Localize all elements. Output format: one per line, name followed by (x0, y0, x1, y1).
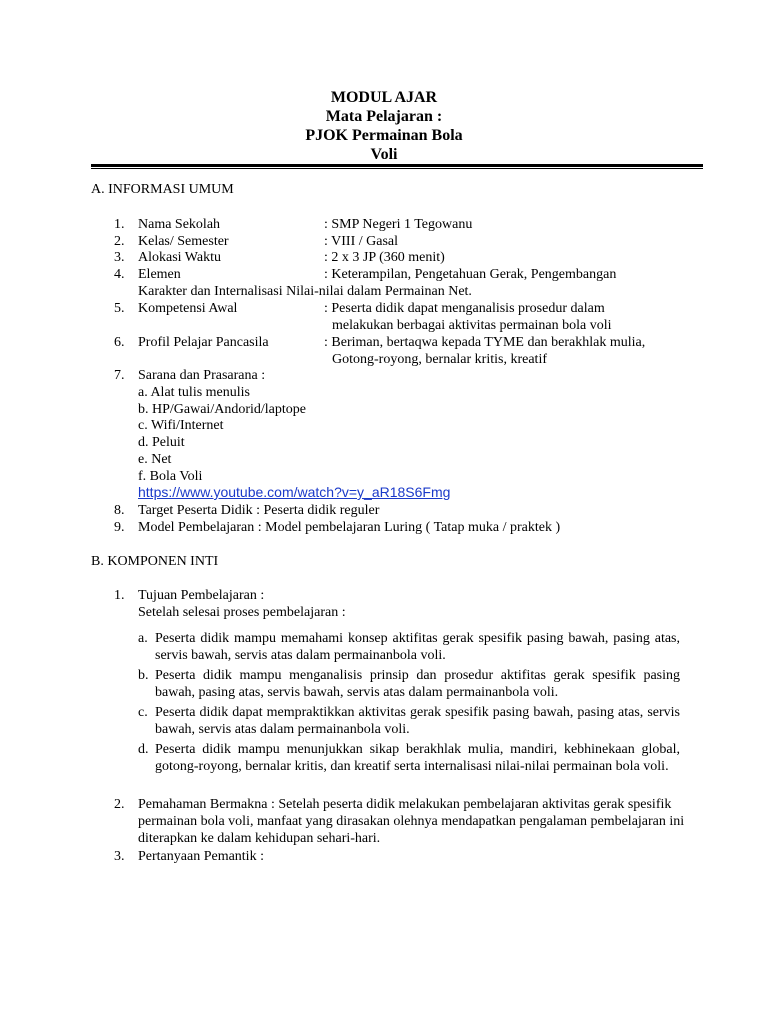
title-divider-thin (91, 168, 703, 169)
title-line-3: PJOK Permainan Bola (305, 127, 463, 144)
target-peserta-didik: Target Peserta Didik : Peserta didik reguler (138, 503, 380, 518)
info-num: 2. (114, 234, 125, 249)
info-num: 6. (114, 335, 125, 350)
title-line-4: Voli (370, 146, 398, 163)
info-num: 9. (114, 520, 125, 535)
info-num: 8. (114, 503, 125, 518)
info-num: 3. (114, 250, 125, 265)
info-value: : SMP Negeri 1 Tegowanu (324, 217, 473, 232)
info-label: Profil Pelajar Pancasila (138, 335, 269, 350)
pertanyaan-pemantik: Pertanyaan Pemantik : (138, 849, 264, 864)
sarana-item: b. HP/Gawai/Andorid/laptope (138, 402, 306, 417)
info-label: Elemen (138, 267, 181, 282)
tujuan-label: Tujuan Pembelajaran : (138, 588, 265, 603)
title-line-1: MODUL AJAR (330, 89, 438, 106)
info-value: : VIII / Gasal (324, 234, 398, 249)
info-num: 1. (114, 217, 125, 232)
youtube-link[interactable]: https://www.youtube.com/watch?v=y_aR18S6Fmg (138, 484, 451, 500)
sarana-item: a. Alat tulis menulis (138, 385, 250, 400)
info-label: Nama Sekolah (138, 217, 221, 232)
goal-letter: d. (138, 742, 149, 757)
goal-letter: c. (138, 705, 148, 720)
info-value: : Peserta didik dapat menganalisis prosedur dalam (324, 301, 605, 316)
info-value: : Beriman, bertaqwa kepada TYME dan berakhlak mulia, (324, 335, 646, 350)
info-label: Kelas/ Semester (138, 234, 229, 249)
model-pembelajaran: Model Pembelajaran : Model pembelajaran Luring ( Tatap muka / praktek ) (138, 520, 561, 535)
info-value: : Keterampilan, Pengetahuan Gerak, Pengembangan (324, 267, 617, 282)
goal-text: Peserta didik dapat mempraktikkan aktivitas gerak spesifik pasing bawah, pasing atas, servis bawah, servis atas dalam permainanbola voli. (155, 705, 680, 737)
list-num: 1. (114, 588, 125, 603)
goal-text: Peserta didik mampu menganalisis prinsip dan prosedur aktifitas gerak spesifik pasing bawah, pasing atas, servis bawah, servis atas dalam permainanbola voli. (155, 668, 680, 700)
goal-letter: a. (138, 631, 148, 646)
info-label: Alokasi Waktu (138, 250, 221, 265)
tujuan-intro: Setelah selesai proses pembelajaran : (138, 605, 346, 620)
section-a-heading: A. INFORMASI UMUM (91, 182, 234, 197)
title-divider-thick (91, 164, 703, 167)
info-value-continued: melakukan berbagai aktivitas permainan bola voli (332, 318, 612, 333)
list-num: 2. (114, 797, 125, 812)
goal-letter: b. (138, 668, 149, 683)
info-num: 5. (114, 301, 125, 316)
section-b-heading: B. KOMPONEN INTI (91, 554, 219, 569)
goal-text: Peserta didik mampu menunjukkan sikap berakhlak mulia, mandiri, kebhinekaan global, gotong-royong, bernalar kritis, dan kreatif serta internalisasi nilai-nilai permainan bola voli. (155, 742, 680, 774)
info-value: : 2 x 3 JP (360 menit) (324, 250, 445, 265)
info-label: Kompetensi Awal (138, 301, 238, 316)
info-num: 4. (114, 267, 125, 282)
info-num: 7. (114, 368, 125, 383)
title-line-2: Mata Pelajaran : (325, 108, 443, 125)
info-value-continued: Karakter dan Internalisasi Nilai-nilai dalam Permainan Net. (138, 284, 472, 299)
sarana-item: c. Wifi/Internet (138, 418, 224, 433)
list-num: 3. (114, 849, 125, 864)
info-value-continued: Gotong-royong, bernalar kritis, kreatif (332, 352, 547, 367)
sarana-item: e. Net (138, 452, 172, 467)
sarana-item: f. Bola Voli (138, 469, 203, 484)
info-label: Sarana dan Prasarana : (138, 368, 266, 383)
goal-text: Peserta didik mampu memahami konsep aktifitas gerak spesifik pasing bawah, pasing atas, servis bawah, servis atas dalam permainanbola voli. (155, 631, 680, 663)
pemahaman-bermakna: Pemahaman Bermakna : Setelah peserta didik melakukan pembelajaran aktivitas gerak spesifik permainan bola voli, manfaat yang dirasakan olehnya mendapatkan pengalaman pembelajaran ini diterapkan ke dalam kehidupan sehari-hari. (138, 797, 685, 846)
sarana-item: d. Peluit (138, 435, 185, 450)
